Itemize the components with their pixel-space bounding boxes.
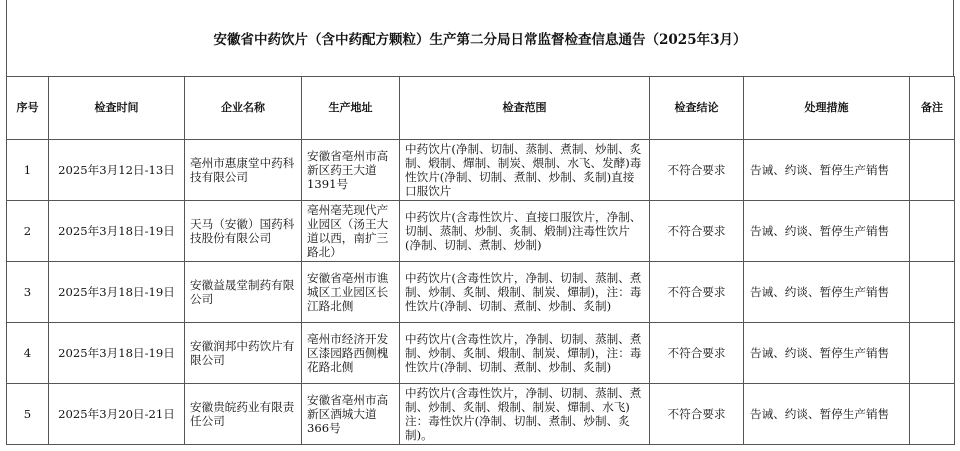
cell-conclusion: 不符合要求 bbox=[650, 140, 744, 201]
cell-no: 1 bbox=[7, 140, 49, 201]
header-address: 生产地址 bbox=[302, 77, 400, 140]
cell-remarks bbox=[910, 384, 955, 445]
cell-time: 2025年3月18日-19日 bbox=[49, 323, 185, 384]
notice-sheet bbox=[6, 0, 954, 447]
cell-time: 2025年3月12日-13日 bbox=[49, 140, 185, 201]
cell-address: 安徽省亳州市高新区酒城大道366号 bbox=[302, 384, 400, 445]
document-title: 安徽省中药饮片（含中药配方颗粒）生产第二分局日常监督检查信息通告（2025年3月） bbox=[6, 0, 954, 77]
cell-remarks bbox=[910, 140, 955, 201]
header-scope: 检查范围 bbox=[400, 77, 650, 140]
cell-measures: 告诫、约谈、暂停生产销售 bbox=[744, 201, 910, 262]
cell-remarks bbox=[910, 201, 955, 262]
header-remarks: 备注 bbox=[910, 77, 955, 140]
header-company: 企业名称 bbox=[185, 77, 302, 140]
header-no: 序号 bbox=[7, 77, 49, 140]
cell-measures: 告诫、约谈、暂停生产销售 bbox=[744, 140, 910, 201]
cell-measures: 告诫、约谈、暂停生产销售 bbox=[744, 262, 910, 323]
cell-scope: 中药饮片(含毒性饮片，净制、切制、蒸制、煮制、炒制、炙制、煅制、制炭、燀制、水飞)注：毒性饮片(净制、切制、煮制、炒制、炙制)。 bbox=[400, 384, 650, 445]
cell-address: 亳州亳芜现代产业园区（汤王大道以西，南扩三路北） bbox=[302, 201, 400, 262]
cell-address: 安徽省亳州市高新区药王大道1391号 bbox=[302, 140, 400, 201]
header-time: 检查时间 bbox=[49, 77, 185, 140]
cell-company: 安徽益晟堂制药有限公司 bbox=[185, 262, 302, 323]
cell-no: 2 bbox=[7, 201, 49, 262]
cell-conclusion: 不符合要求 bbox=[650, 201, 744, 262]
cell-company: 亳州市惠康堂中药科技有限公司 bbox=[185, 140, 302, 201]
cell-no: 3 bbox=[7, 262, 49, 323]
cell-remarks bbox=[910, 323, 955, 384]
cell-scope: 中药饮片(净制、切制、蒸制、煮制、炒制、炙制、煅制、燀制、制炭、煨制、水飞、发酵)毒性饮片(净制、切制、煮制、炒制、炙制)直接口服饮片 bbox=[400, 140, 650, 201]
header-measures: 处理措施 bbox=[744, 77, 910, 140]
table-row bbox=[7, 323, 955, 384]
cell-no: 5 bbox=[7, 384, 49, 445]
cell-conclusion: 不符合要求 bbox=[650, 384, 744, 445]
header-conclusion: 检查结论 bbox=[650, 77, 744, 140]
cell-scope: 中药饮片(含毒性饮片、直接口服饮片，净制、切制、蒸制、炒制、炙制、煅制)注毒性饮片(净制、切制、煮制、炒制) bbox=[400, 201, 650, 262]
cell-company: 安徽贵皖药业有限责任公司 bbox=[185, 384, 302, 445]
cell-time: 2025年3月18日-19日 bbox=[49, 262, 185, 323]
table-row bbox=[7, 262, 955, 323]
cell-company: 安徽润邦中药饮片有限公司 bbox=[185, 323, 302, 384]
cell-conclusion: 不符合要求 bbox=[650, 323, 744, 384]
cell-address: 亳州市经济开发区漆园路西侧槐花路北侧 bbox=[302, 323, 400, 384]
cell-remarks bbox=[910, 262, 955, 323]
inspection-table bbox=[6, 76, 955, 445]
cell-time: 2025年3月20日-21日 bbox=[49, 384, 185, 445]
cell-company: 天马（安徽）国药科技股份有限公司 bbox=[185, 201, 302, 262]
cell-no: 4 bbox=[7, 323, 49, 384]
table-row bbox=[7, 201, 955, 262]
cell-address: 安徽省亳州市谯城区工业园区长江路北侧 bbox=[302, 262, 400, 323]
cell-conclusion: 不符合要求 bbox=[650, 262, 744, 323]
cell-measures: 告诫、约谈、暂停生产销售 bbox=[744, 384, 910, 445]
cell-scope: 中药饮片(含毒性饮片，净制、切制、蒸制、煮制、炒制、炙制、煅制、制炭、燀制)，注：毒性饮片(净制、切制、煮制、炒制、炙制) bbox=[400, 262, 650, 323]
table-header-row bbox=[7, 77, 955, 140]
cell-measures: 告诫、约谈、暂停生产销售 bbox=[744, 323, 910, 384]
table-row bbox=[7, 140, 955, 201]
cell-scope: 中药饮片(含毒性饮片，净制、切制、蒸制、煮制、炒制、炙制、煅制、制炭、燀制)，注：毒性饮片(净制、切制、煮制、炒制、炙制) bbox=[400, 323, 650, 384]
cell-time: 2025年3月18日-19日 bbox=[49, 201, 185, 262]
table-row bbox=[7, 384, 955, 445]
